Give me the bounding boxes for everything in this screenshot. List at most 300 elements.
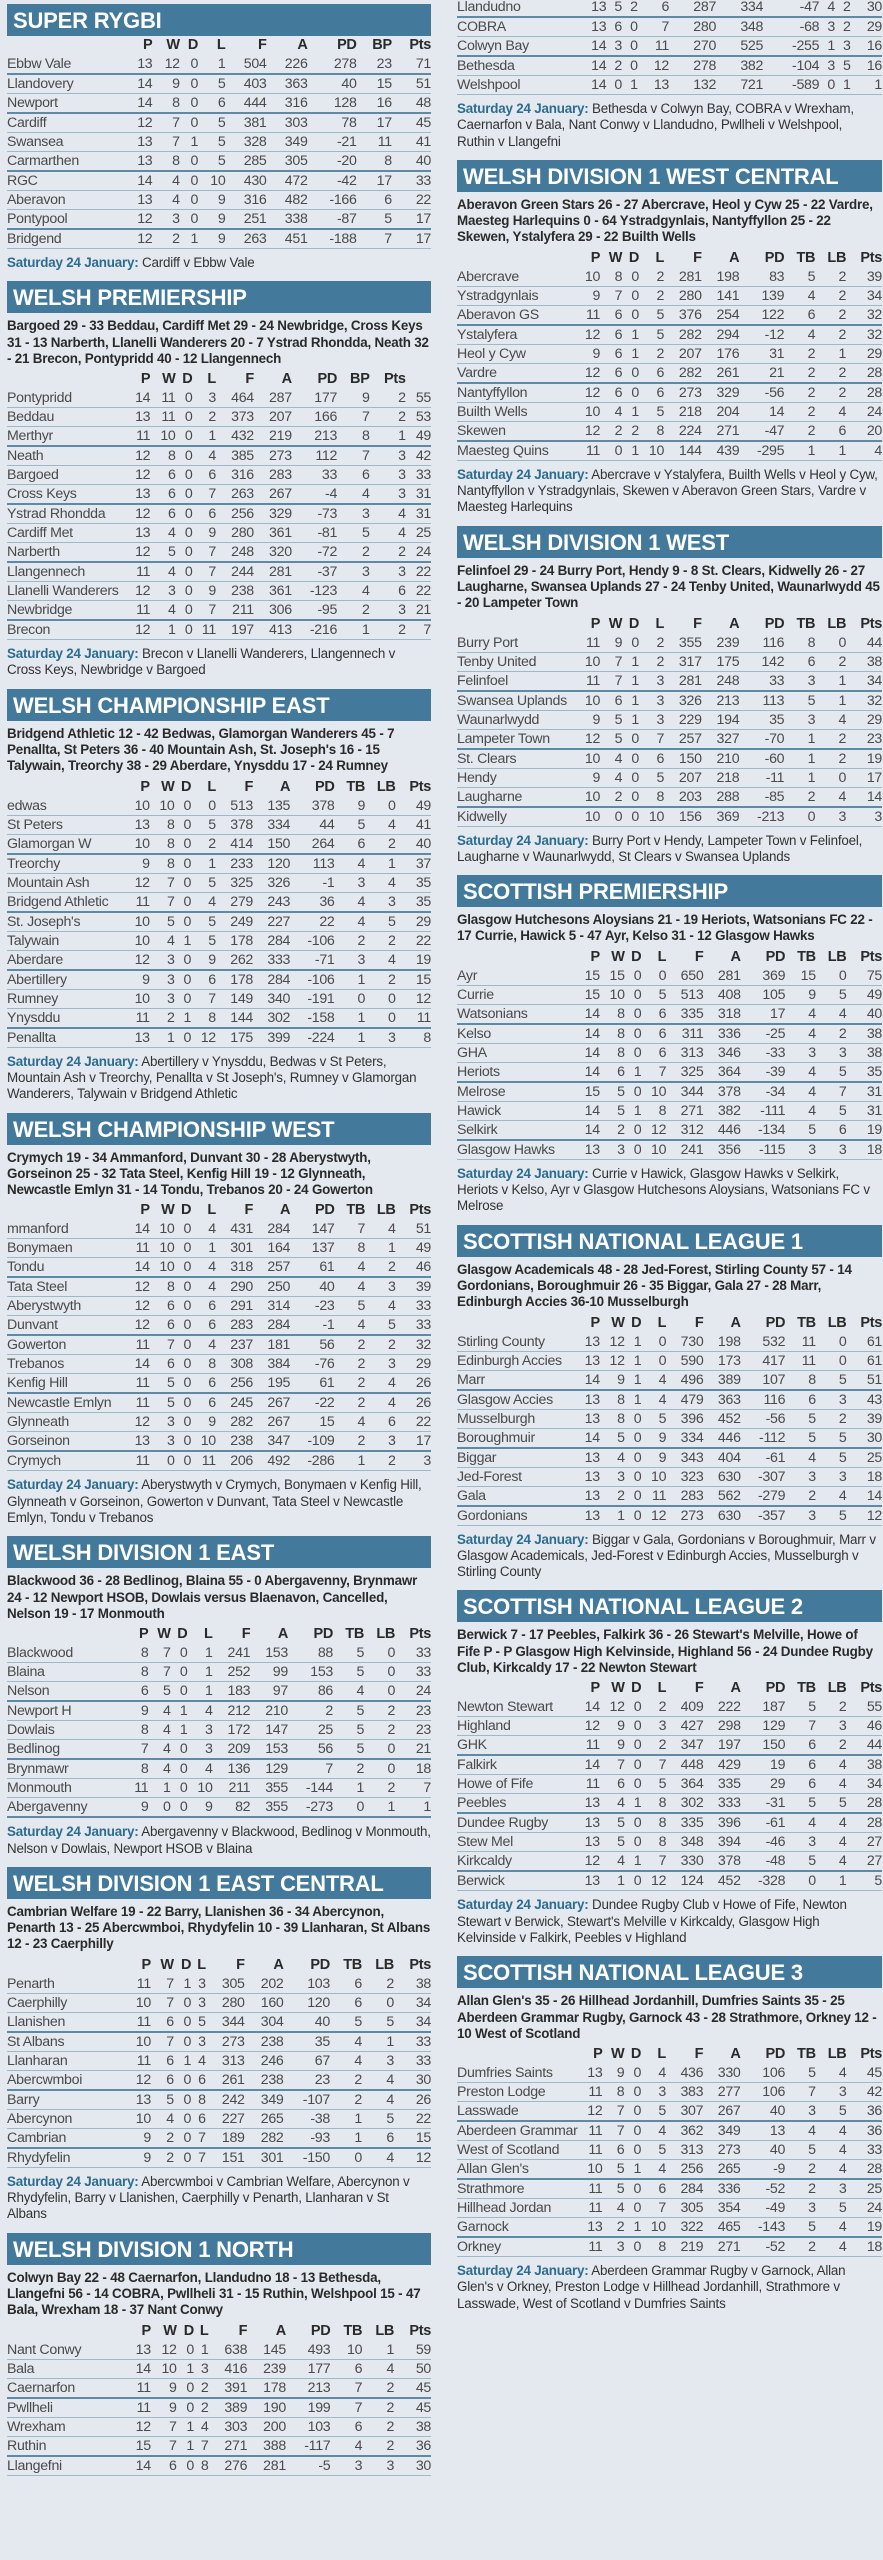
column-header: F: [694, 1680, 704, 1697]
stat-cell: 103: [284, 1975, 330, 1994]
stat-cell: 61: [290, 1374, 334, 1394]
team-name: edwas: [7, 797, 125, 816]
stat-cell: 33: [396, 1297, 431, 1316]
stat-cell: 36: [290, 892, 334, 912]
stat-cell: 9: [575, 286, 600, 305]
stat-cell: 5: [600, 1833, 625, 1852]
right-column: [441, 0, 882, 2486]
column-header: A: [275, 2322, 286, 2339]
stat-cell: 5: [191, 873, 216, 892]
table-row: [457, 1082, 882, 1102]
table-row: [457, 787, 882, 807]
team-name: Cambrian: [7, 2128, 125, 2148]
table-row: [7, 2378, 431, 2398]
team-name: Llandovery: [7, 74, 125, 94]
column-header: [7, 36, 125, 55]
stat-cell: 4: [191, 892, 216, 912]
stat-cell: 9: [125, 1798, 148, 1818]
team-name: Barry: [7, 2090, 125, 2110]
stat-cell: 11: [575, 1736, 600, 1756]
stat-cell: 2: [641, 1736, 666, 1756]
stat-cell: 3: [784, 671, 815, 691]
table-row: [7, 2417, 431, 2436]
stat-cell: 273: [703, 2141, 740, 2160]
column-header: D: [187, 37, 199, 53]
stat-cell: 15: [600, 967, 625, 986]
table-row: [7, 1451, 431, 1471]
stat-cell: 472: [267, 171, 308, 191]
stat-cell: -85: [739, 787, 784, 807]
stat-cell: 4: [600, 402, 622, 421]
stat-cell: 284: [253, 1316, 290, 1336]
stat-cell: 1: [187, 1644, 212, 1663]
stat-cell: 273: [666, 1506, 703, 1526]
stat-cell: 9: [602, 2064, 624, 2083]
stat-cell: 17: [392, 229, 431, 249]
stat-cell: 190: [247, 2398, 286, 2418]
stat-cell: 12: [641, 1120, 666, 1140]
stat-cell: 1: [362, 2032, 394, 2052]
stat-cell: 0: [641, 967, 666, 986]
stat-cell: -286: [290, 1451, 334, 1471]
stat-cell: 0: [624, 2141, 641, 2160]
stat-cell: 276: [208, 2456, 247, 2476]
stat-cell: 13: [125, 485, 150, 505]
stat-cell: 391: [208, 2378, 247, 2398]
stat-cell: 479: [666, 1390, 703, 1410]
standings-table: [7, 1956, 431, 2168]
stat-cell: 6: [150, 504, 175, 524]
stat-cell: 237: [216, 1335, 253, 1355]
stat-cell: 1: [335, 1008, 366, 1028]
stat-cell: 5: [191, 931, 216, 950]
stat-cell: 5: [641, 985, 666, 1004]
stat-cell: 1: [187, 1663, 212, 1682]
stat-cell: 0: [175, 1374, 192, 1394]
stat-cell: 2: [815, 652, 846, 671]
stat-cell: 206: [216, 1451, 253, 1471]
league-title: SCOTTISH NATIONAL LEAGUE 1: [457, 1225, 882, 1257]
stat-cell: 482: [267, 191, 308, 210]
stat-cell: 4: [816, 1833, 847, 1852]
stat-cell: 1: [625, 1101, 642, 1120]
stat-cell: 226: [267, 55, 308, 74]
stat-cell: 2: [815, 305, 846, 325]
stat-cell: 344: [666, 1082, 703, 1102]
results-summary: Aberavon Green Stars 26 - 27 Abercrave, Heol y Cyw 25 - 22 Vardre, Maesteg Harlequins 0 - 64 Ystradgynlais, Nantyffyllon 25 - 22 Skewen, Ystalyfera 29 - 22 Builth Wells: [457, 196, 873, 245]
table-row: [7, 1297, 431, 1316]
table-header-row: [7, 1625, 431, 1644]
table-row: [457, 2237, 882, 2257]
stat-cell: 10: [150, 1220, 175, 1239]
column-header: W: [160, 1956, 174, 1973]
stat-cell: 39: [396, 1277, 431, 1297]
table-row: [7, 1701, 431, 1721]
stat-cell: 314: [253, 1297, 290, 1316]
stat-cell: 238: [245, 2032, 284, 2052]
stat-cell: 7: [638, 17, 669, 37]
stat-cell: 2: [370, 408, 406, 427]
stat-cell: 7: [641, 2199, 666, 2218]
stat-cell: 1: [191, 854, 216, 874]
stat-cell: 5: [600, 1813, 625, 1833]
table-row: [457, 1101, 882, 1120]
team-name: Peebles: [457, 1794, 575, 1814]
stat-cell: 4: [600, 749, 622, 769]
results-summary: Bridgend Athletic 12 - 42 Bedwas, Glamorgan Wanderers 45 - 7 Penallta, St Peters 36 - 40 Mountain Ash, St. Joseph's 16 - 15 Talywain, Treorchy 38 - 29 Aberdare, Ynysddu 17 - 24 Rumney: [7, 725, 395, 774]
stat-cell: 34: [846, 1775, 882, 1794]
stat-cell: -23: [290, 1297, 334, 1316]
stat-cell: 430: [225, 171, 266, 191]
stat-cell: 0: [816, 967, 847, 986]
stat-cell: 34: [846, 671, 882, 691]
team-name: Builth Wells: [457, 402, 575, 421]
stat-cell: 15: [575, 985, 600, 1004]
stat-cell: 106: [741, 2064, 786, 2083]
stat-cell: 150: [253, 834, 290, 854]
stat-cell: 9: [192, 524, 216, 543]
column-header: [406, 370, 431, 389]
stat-cell: 5: [816, 1506, 847, 1526]
column-header: A: [729, 615, 740, 632]
stat-cell: 8: [600, 1390, 625, 1410]
stat-cell: 11: [125, 562, 150, 582]
stat-cell: 7: [192, 485, 216, 505]
team-name: Pwllheli: [7, 2398, 125, 2418]
stat-cell: 261: [702, 363, 740, 383]
stat-cell: -81: [292, 524, 337, 543]
stat-cell: -307: [741, 1467, 786, 1486]
table-row: [457, 2102, 882, 2122]
stat-cell: 10: [125, 989, 150, 1008]
stat-cell: 12: [125, 873, 150, 892]
team-name: Llangennech: [7, 562, 125, 582]
stat-cell: 29: [396, 912, 431, 932]
stat-cell: 334: [716, 0, 763, 17]
stat-cell: 427: [666, 1717, 703, 1736]
stat-cell: 6: [151, 2051, 174, 2070]
column-header: PD: [310, 1956, 330, 1973]
stat-cell: 7: [600, 1755, 625, 1775]
results-summary: Glasgow Academicals 48 - 28 Jed-Forest, Stirling County 57 - 14 Gordonians, Boroughmuir 26 - 35 Biggar, Gala 27 - 28 Marr, Edinburgh Accies 36-10 Musselburgh: [457, 1261, 852, 1310]
stat-cell: 2: [191, 834, 216, 854]
stat-cell: 7: [357, 229, 392, 249]
stat-cell: 4: [785, 1024, 816, 1044]
stat-cell: 9: [125, 2128, 151, 2148]
stat-cell: 12: [125, 620, 150, 640]
table-row: [457, 1755, 882, 1775]
column-header: L: [197, 1956, 206, 1973]
table-row: [457, 2121, 882, 2141]
stat-cell: 7: [192, 543, 216, 563]
table-row: [7, 408, 431, 427]
team-name: Dundee Rugby: [457, 1813, 575, 1833]
stat-cell: 75: [846, 967, 882, 986]
team-name: Tenby United: [457, 652, 575, 671]
stat-cell: 153: [288, 1663, 333, 1682]
stat-cell: 6: [191, 1393, 216, 1413]
stat-cell: 0: [176, 524, 193, 543]
stat-cell: 12: [125, 1316, 150, 1336]
stat-cell: 0: [176, 485, 193, 505]
column-header: TB: [796, 249, 816, 266]
stat-cell: 6: [365, 1413, 396, 1432]
stat-cell: 11: [125, 1374, 150, 1394]
stat-cell: 361: [254, 582, 292, 601]
team-name: Neath: [7, 446, 125, 466]
team-name: Bedlinog: [7, 1740, 125, 1760]
stat-cell: 3: [639, 691, 664, 711]
stat-cell: 34: [846, 286, 882, 305]
stat-cell: 4: [816, 1852, 847, 1872]
stat-cell: 178: [216, 970, 253, 990]
table-row: [7, 1779, 431, 1798]
stat-cell: 14: [125, 2456, 151, 2476]
league-welsh-championship-east: [7, 689, 431, 1103]
column-header: W: [162, 371, 176, 388]
stat-cell: 256: [216, 1374, 253, 1394]
stat-cell: 219: [666, 2237, 703, 2257]
stat-cell: 29: [846, 344, 882, 363]
table-row: [7, 582, 431, 601]
table-row: [7, 854, 431, 874]
table-row: [7, 74, 431, 94]
stat-cell: 153: [250, 1644, 288, 1663]
stat-cell: 10: [330, 2341, 362, 2360]
stat-cell: 22: [406, 582, 431, 601]
table-row: [457, 1370, 882, 1390]
stat-cell: -328: [741, 1871, 786, 1891]
stat-cell: 238: [245, 2070, 284, 2090]
stat-cell: 14: [575, 56, 606, 76]
stat-cell: 56: [290, 1335, 334, 1355]
stat-cell: 38: [394, 2417, 431, 2436]
stat-cell: 318: [216, 1258, 253, 1278]
stat-cell: 0: [622, 729, 639, 749]
stat-cell: -191: [290, 989, 334, 1008]
stat-cell: 124: [666, 1871, 703, 1891]
table-row: [457, 344, 882, 363]
stat-cell: 12: [125, 1277, 150, 1297]
stat-cell: 8: [641, 1794, 666, 1814]
fixture-date-label: Saturday 24 January:: [457, 1165, 589, 1181]
stat-cell: -1: [290, 1316, 334, 1336]
stat-cell: 3: [835, 37, 851, 57]
stat-cell: 336: [703, 1024, 740, 1044]
stat-cell: 3: [187, 1721, 212, 1740]
stat-cell: 0: [175, 1413, 192, 1432]
stat-cell: 287: [669, 0, 716, 17]
stat-cell: 2: [784, 383, 815, 403]
stat-cell: 1: [600, 1506, 625, 1526]
stat-cell: 97: [250, 1682, 288, 1702]
stat-cell: 0: [625, 967, 642, 986]
stat-cell: 83: [739, 268, 784, 287]
stat-cell: 0: [600, 441, 622, 461]
stat-cell: 283: [216, 1316, 253, 1336]
stat-cell: 40: [741, 2102, 786, 2122]
stat-cell: 3: [370, 466, 406, 485]
fixture-date-label: Saturday 24 January:: [457, 101, 589, 116]
stat-cell: 24: [395, 1682, 431, 1702]
stat-cell: -37: [292, 562, 337, 582]
column-header: W: [611, 1680, 625, 1697]
stat-cell: 233: [216, 854, 253, 874]
stat-cell: 3: [150, 582, 175, 601]
table-row: [7, 210, 431, 230]
team-name: Musselburgh: [457, 1409, 575, 1428]
stat-cell: 2: [335, 1335, 366, 1355]
column-header: P: [140, 778, 150, 795]
stat-cell: 239: [702, 634, 740, 653]
stat-cell: 3: [816, 1043, 847, 1062]
stat-cell: 0: [625, 1871, 642, 1891]
table-row: [7, 2398, 431, 2418]
stat-cell: 10: [125, 2032, 151, 2052]
table-row: [7, 1993, 431, 2012]
stat-cell: -95: [292, 601, 337, 621]
league-title: WELSH DIVISION 1 NORTH: [7, 2233, 431, 2265]
stat-cell: 3: [785, 2199, 816, 2218]
team-name: GHK: [457, 1736, 575, 1756]
stat-cell: 13: [575, 1390, 600, 1410]
stat-cell: 280: [206, 1993, 245, 2012]
stat-cell: 30: [394, 2070, 431, 2090]
column-header: F: [693, 249, 702, 266]
stat-cell: 0: [625, 1409, 642, 1428]
team-name: St. Joseph's: [7, 912, 125, 932]
column-header: PD: [337, 37, 357, 53]
table-row: [457, 1409, 882, 1428]
stat-cell: 4: [148, 1701, 170, 1721]
column-header: P: [141, 1956, 151, 1973]
stat-cell: 0: [175, 1335, 192, 1355]
stat-cell: 13: [575, 1486, 600, 1506]
table-row: [7, 466, 431, 485]
team-name: Felinfoel: [457, 671, 575, 691]
stat-cell: 0: [622, 787, 639, 807]
league-title: WELSH CHAMPIONSHIP EAST: [7, 689, 431, 721]
stat-cell: 2: [815, 363, 846, 383]
league-welsh-championship-west: [7, 1113, 431, 1527]
stat-cell: 17: [396, 1432, 431, 1452]
fixture-list: Aberdeen Grammar Rugby v Garnock, Allan Glen's v Orkney, Preston Lodge v Hillhead Jordanhill, Strathmore v Lasswade, West of Scotland v Dumfries Saints: [457, 2263, 846, 2311]
team-name: Kidwelly: [457, 807, 575, 827]
stat-cell: 8: [125, 1644, 148, 1663]
stat-cell: 18: [846, 1140, 882, 1160]
stat-cell: 364: [703, 1062, 740, 1082]
team-name: Mountain Ash: [7, 873, 125, 892]
stat-cell: 8: [639, 787, 664, 807]
stat-cell: 11: [357, 133, 392, 152]
stat-cell: 1: [335, 1451, 366, 1471]
team-name: Nantyffyllon: [457, 383, 575, 403]
stat-cell: 11: [125, 892, 150, 912]
stat-cell: 3: [785, 2102, 816, 2122]
stat-cell: 1: [335, 970, 366, 990]
stat-cell: 8: [150, 834, 175, 854]
stat-cell: 322: [666, 2218, 703, 2238]
stat-cell: 2: [194, 2378, 209, 2398]
stat-cell: -109: [290, 1432, 334, 1452]
stat-cell: 0: [175, 1355, 192, 1374]
stat-cell: 0: [364, 1759, 395, 1779]
stat-cell: 151: [206, 2148, 245, 2168]
column-header: [7, 1201, 125, 1220]
stat-cell: 378: [216, 815, 253, 834]
stat-cell: 282: [664, 363, 702, 383]
stat-cell: 6: [192, 466, 216, 485]
stat-cell: 33: [395, 1663, 431, 1682]
stat-cell: 14: [125, 389, 150, 408]
stat-cell: -357: [741, 1506, 786, 1526]
stat-cell: 4: [641, 1390, 666, 1410]
team-name: Gorseinon: [7, 1432, 125, 1452]
stat-cell: 7: [151, 2436, 177, 2456]
stat-cell: 313: [206, 2051, 245, 2070]
stat-cell: 284: [253, 931, 290, 950]
stat-cell: 283: [666, 1486, 703, 1506]
column-header: F: [238, 2322, 248, 2339]
stat-cell: 4: [816, 2064, 847, 2083]
stat-cell: 17: [392, 210, 431, 230]
column-header: BP: [350, 371, 370, 388]
fixture-date-label: Saturday 24 January:: [457, 466, 589, 482]
stat-cell: -104: [763, 56, 819, 76]
table-row: [7, 1028, 431, 1048]
stat-cell: -21: [308, 133, 357, 152]
stat-cell: 55: [846, 1698, 882, 1717]
stat-cell: 0: [171, 1740, 188, 1760]
team-name: Newport H: [7, 1701, 125, 1721]
team-name: Gala: [457, 1486, 575, 1506]
column-header: D: [180, 778, 192, 795]
fixtures: [457, 467, 882, 516]
stat-cell: 270: [669, 37, 716, 57]
stat-cell: 5: [641, 1775, 666, 1794]
stat-cell: 4: [816, 2160, 847, 2180]
stat-cell: 5: [151, 2090, 174, 2110]
stat-cell: 3: [150, 970, 175, 990]
stat-cell: 302: [253, 1008, 290, 1028]
stat-cell: 0: [624, 2179, 641, 2199]
stat-cell: 1: [175, 931, 192, 950]
stat-cell: 1: [622, 76, 638, 95]
team-name: Marr: [457, 1370, 575, 1390]
stat-cell: 198: [703, 1333, 740, 1352]
stat-cell: 0: [175, 1028, 192, 1048]
stat-cell: 199: [286, 2398, 330, 2418]
stat-cell: 4: [600, 1794, 625, 1814]
stat-cell: 245: [216, 1393, 253, 1413]
stat-cell: 107: [741, 1370, 786, 1390]
stat-cell: 10: [125, 912, 150, 932]
stat-cell: 4: [150, 931, 175, 950]
results-summary: Crymych 19 - 34 Ammanford, Dunvant 30 - 28 Aberystwyth, Gorseinon 25 - 32 Tata Steel, Kenfig Hill 19 - 12 Glynneath, Newcastle Emlyn 31 - 14 Tondu, Trebanos 20 - 24 Gowerton: [7, 1149, 373, 1198]
column-header: D: [631, 948, 642, 965]
table-row: [457, 1833, 882, 1852]
team-name: Heol y Cyw: [457, 344, 575, 363]
team-name: Welshpool: [457, 76, 575, 95]
stat-cell: 3: [816, 2179, 847, 2199]
stat-cell: 0: [624, 2121, 641, 2141]
stat-cell: 396: [703, 1813, 740, 1833]
table-row: [7, 1432, 431, 1452]
stat-cell: 8: [150, 446, 175, 466]
column-header: P: [590, 948, 600, 965]
stat-cell: -46: [741, 1833, 786, 1852]
table-row: [457, 1351, 882, 1370]
